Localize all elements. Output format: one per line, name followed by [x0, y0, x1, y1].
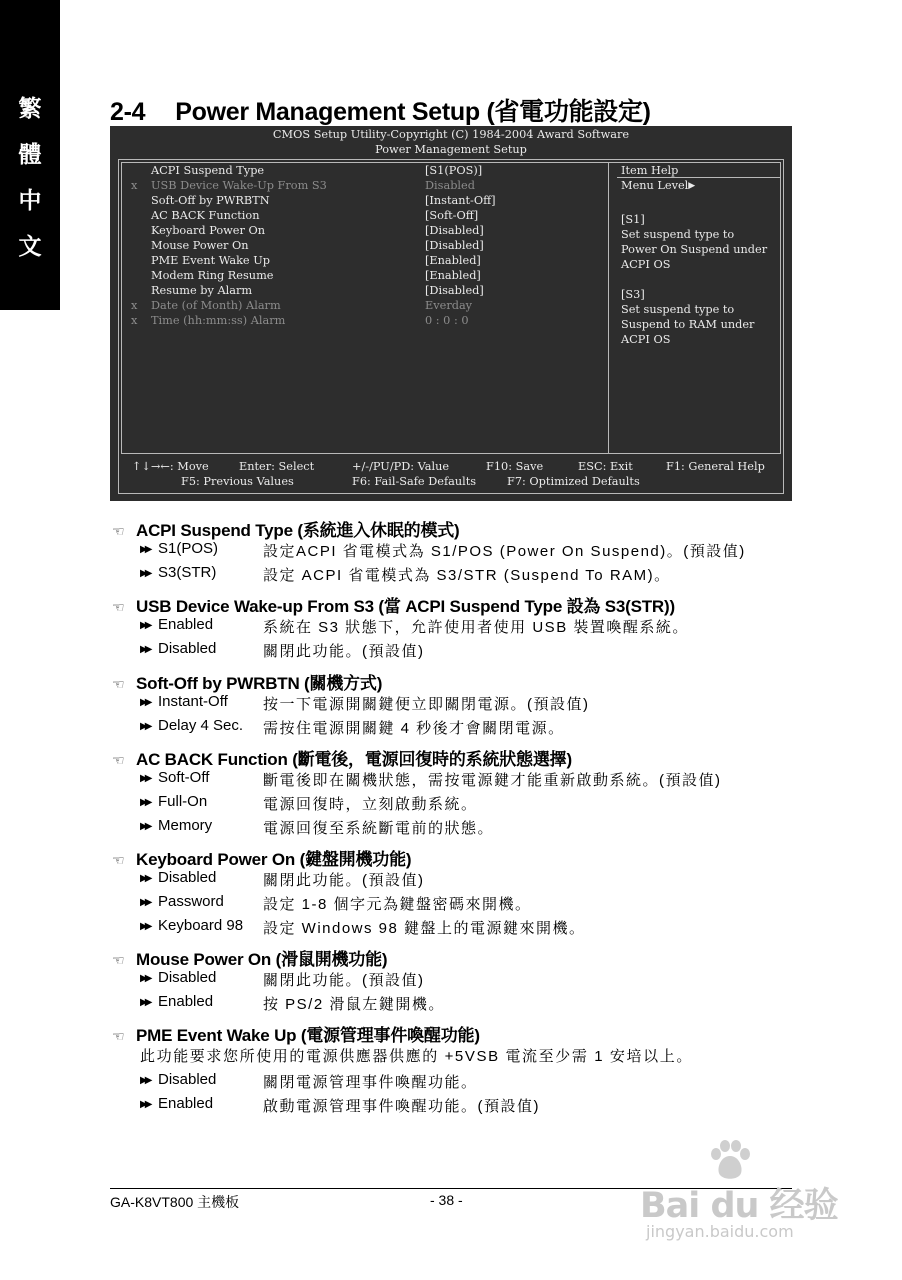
- help-title: Item Help: [621, 164, 679, 177]
- bios-header-title: Power Management Setup: [375, 143, 527, 156]
- double-arrow-icon: ▶▶: [140, 720, 150, 732]
- double-arrow-icon: ▶▶: [140, 820, 150, 832]
- bios-setting-label: Modem Ring Resume: [151, 269, 274, 282]
- bios-setting-label: Keyboard Power On: [151, 224, 266, 237]
- option-name: Disabled: [158, 969, 217, 986]
- option-name: S1(POS): [158, 540, 219, 557]
- page-number: - 38 -: [430, 1192, 463, 1208]
- bios-key-help: F1: General Help: [666, 460, 765, 473]
- bios-setting-label: Mouse Power On: [151, 239, 249, 252]
- bios-setting-value: [S1(POS)]: [425, 164, 483, 177]
- help-line: ACPI OS: [621, 258, 671, 271]
- bios-setting-value: 0 : 0 : 0: [425, 314, 469, 327]
- language-side-tab: [0, 0, 60, 310]
- bios-setting-label: Date (of Month) Alarm: [151, 299, 281, 312]
- option-row: [140, 639, 425, 660]
- item-heading-text: Keyboard Power On (鍵盤開機功能): [136, 850, 412, 869]
- help-line: Power On Suspend under: [621, 243, 768, 256]
- bios-key-exit: ESC: Exit: [578, 460, 633, 473]
- bios-setting-label: ACPI Suspend Type: [151, 164, 265, 177]
- bios-setting-value: [Instant-Off]: [425, 194, 496, 207]
- item-heading-text: PME Event Wake Up (電源管理事件喚醒功能): [136, 1026, 480, 1045]
- bios-setting-label: USB Device Wake-Up From S3: [151, 179, 327, 192]
- option-row: [140, 969, 425, 989]
- option-name: Enabled: [158, 616, 214, 633]
- double-arrow-icon: ▶▶: [140, 873, 150, 884]
- item-note: 此功能要求您所使用的電源供應器供應的 +5VSB 電流至少需 1 安培以上。: [140, 1048, 693, 1065]
- page-title: [110, 92, 651, 128]
- item-heading-text: Mouse Power On (滑鼠開機功能): [136, 950, 388, 969]
- double-arrow-icon: ▶▶: [140, 996, 150, 1008]
- option-description: 電源回復時，立刻啟動系統。: [263, 795, 478, 813]
- double-arrow-icon: ▶▶: [140, 896, 150, 908]
- help-line: [S1]: [621, 213, 645, 226]
- option-row: [140, 1094, 540, 1115]
- option-name: Full-On: [158, 792, 208, 810]
- option-row: [140, 1071, 478, 1091]
- item-heading: [112, 669, 382, 694]
- double-arrow-icon: ▶▶: [140, 620, 150, 631]
- bios-key-save: F10: Save: [486, 460, 544, 473]
- bios-setting-value: [Disabled]: [425, 239, 484, 252]
- bios-key-select: Enter: Select: [239, 460, 315, 473]
- double-arrow-icon: ▶▶: [140, 643, 150, 655]
- item-heading-text: AC BACK Function (斷電後，電源回復時的系統狀態選擇): [136, 750, 572, 769]
- unavailable-marker: x: [131, 314, 138, 327]
- option-name: Disabled: [158, 1071, 217, 1088]
- option-row: [140, 540, 746, 560]
- watermark-brand: Bai du 经验: [640, 1186, 838, 1226]
- double-arrow-icon: ▶▶: [140, 796, 150, 808]
- item-heading: [112, 592, 675, 617]
- option-name: Instant-Off: [158, 693, 228, 710]
- paw-logo-icon: [708, 1140, 752, 1180]
- option-description: 電源回復至系統斷電前的狀態。: [263, 819, 495, 837]
- section-title-text: Power Management Setup (省電功能設定): [175, 98, 651, 126]
- bios-setting-label: PME Event Wake Up: [151, 254, 270, 267]
- bios-screen: [110, 126, 792, 501]
- help-line: ACPI OS: [621, 333, 671, 346]
- option-description: 設定 Windows 98 鍵盤上的電源鍵來開機。: [263, 919, 586, 937]
- option-description: 按一下電源開關鍵便立即關閉電源。(預設值): [263, 696, 590, 713]
- bios-setting-label: AC BACK Function: [151, 209, 260, 222]
- option-row: [140, 616, 689, 636]
- item-heading-text: ACPI Suspend Type (系統進入休眠的模式): [136, 521, 460, 540]
- item-heading: [112, 1021, 480, 1046]
- bios-divider: [608, 162, 609, 454]
- option-name: Enabled: [158, 992, 214, 1010]
- side-tab-char: 文: [18, 233, 42, 260]
- double-arrow-icon: ▶▶: [140, 920, 150, 932]
- unavailable-marker: x: [131, 299, 138, 312]
- option-row: [140, 992, 445, 1013]
- double-arrow-icon: ▶▶: [140, 1098, 150, 1110]
- option-description: 設定 1-8 個字元為鍵盤密碼來開機。: [263, 895, 532, 913]
- arrow-right-icon: ▶: [688, 181, 696, 191]
- bios-setting-label: Time (hh:mm:ss) Alarm: [151, 314, 286, 327]
- option-row: [140, 693, 590, 713]
- option-name: Disabled: [158, 869, 217, 886]
- side-tab-char: 繁: [18, 95, 42, 122]
- item-heading: [112, 945, 387, 970]
- double-arrow-icon: ▶▶: [140, 973, 150, 984]
- option-row: [140, 769, 722, 789]
- bios-setting-value: [Disabled]: [425, 224, 484, 237]
- unavailable-marker: x: [131, 179, 138, 192]
- help-line: [S3]: [621, 288, 645, 301]
- option-name: Soft-Off: [158, 769, 210, 786]
- option-name: Enabled: [158, 1094, 214, 1112]
- bios-key-failsafe: F6: Fail-Safe Defaults: [352, 475, 477, 488]
- option-name: S3(STR): [158, 563, 217, 581]
- option-description: 系統在 S3 狀態下，允許使用者使用 USB 裝置喚醒系統。: [263, 619, 689, 636]
- side-tab-char: 中: [18, 187, 42, 214]
- bios-setting-value: [Enabled]: [425, 254, 481, 267]
- pointing-hand-icon: ☜: [112, 752, 125, 768]
- double-arrow-icon: ▶▶: [140, 567, 150, 579]
- bios-setting-value: [Disabled]: [425, 284, 484, 297]
- option-name: Memory: [158, 816, 213, 834]
- bios-key-optimized: F7: Optimized Defaults: [507, 475, 640, 488]
- option-description: 斷電後即在關機狀態，需按電源鍵才能重新啟動系統。(預設值): [263, 772, 722, 789]
- pointing-hand-icon: ☜: [112, 852, 125, 868]
- option-name: Disabled: [158, 639, 217, 657]
- option-row: [140, 716, 565, 737]
- help-menu-level: Menu Level▶: [621, 179, 696, 192]
- bios-setting-value: [Soft-Off]: [425, 209, 479, 222]
- double-arrow-icon: ▶▶: [140, 697, 150, 708]
- option-description: 關閉此功能。(預設值): [263, 642, 425, 660]
- option-row: [140, 892, 532, 913]
- footer-model: GA-K8VT800 主機板: [110, 1194, 240, 1210]
- bios-setting-label: Resume by Alarm: [151, 284, 253, 297]
- help-line: Set suspend type to: [621, 228, 735, 241]
- option-description: 設定 ACPI 省電模式為 S3/STR (Suspend To RAM)。: [263, 566, 671, 584]
- option-row: [140, 792, 478, 813]
- item-heading-text: Soft-Off by PWRBTN (關機方式): [136, 674, 383, 693]
- bios-setting-value: Disabled: [425, 179, 475, 192]
- option-description: 需按住電源開關鍵 4 秒後才會關閉電源。: [263, 719, 565, 737]
- option-description: 關閉電源管理事件喚醒功能。: [263, 1074, 478, 1091]
- pointing-hand-icon: ☜: [112, 599, 125, 615]
- option-row: [140, 869, 425, 889]
- help-line: Set suspend type to: [621, 303, 735, 316]
- option-name: Keyboard 98: [158, 916, 244, 934]
- item-heading: [112, 845, 411, 870]
- help-line: Suspend to RAM under: [621, 318, 755, 331]
- option-description: 設定ACPI 省電模式為 S1/POS (Power On Suspend)。(預設值): [263, 543, 746, 560]
- pointing-hand-icon: ☜: [112, 676, 125, 692]
- option-description: 關閉此功能。(預設值): [263, 872, 425, 889]
- bios-key-value: +/-/PU/PD: Value: [352, 460, 450, 473]
- item-heading: [112, 516, 460, 541]
- baidu-watermark: [640, 1140, 840, 1250]
- watermark-url: jingyan.baidu.com: [646, 1222, 794, 1241]
- bios-key-previous: F5: Previous Values: [181, 475, 294, 488]
- option-description: 按 PS/2 滑鼠左鍵開機。: [263, 995, 445, 1013]
- option-name: Delay 4 Sec.: [158, 716, 244, 734]
- bios-setting-value: Everday: [425, 299, 473, 312]
- option-description: 啟動電源管理事件喚醒功能。(預設值): [263, 1097, 540, 1115]
- option-name: Password: [158, 892, 224, 910]
- item-heading: [112, 745, 572, 770]
- option-row: [140, 563, 671, 584]
- bios-key-move: ↑↓→←: Move: [132, 460, 209, 473]
- option-row: [140, 916, 586, 937]
- bios-header-copyright: CMOS Setup Utility-Copyright (C) 1984-2004 Award Software: [272, 128, 630, 141]
- double-arrow-icon: ▶▶: [140, 773, 150, 784]
- option-row: [140, 816, 495, 837]
- pointing-hand-icon: ☜: [112, 952, 125, 968]
- double-arrow-icon: ▶▶: [140, 544, 150, 555]
- double-arrow-icon: ▶▶: [140, 1075, 150, 1086]
- option-description: 關閉此功能。(預設值): [263, 972, 425, 989]
- bios-setting-value: [Enabled]: [425, 269, 481, 282]
- pointing-hand-icon: ☜: [112, 1028, 125, 1044]
- section-number: 2-4: [110, 98, 146, 126]
- item-heading-text: USB Device Wake-up From S3 (當 ACPI Suspend Type 設為 S3(STR)): [136, 597, 675, 616]
- pointing-hand-icon: ☜: [112, 523, 125, 539]
- side-tab-char: 體: [18, 141, 42, 168]
- bios-setting-label: Soft-Off by PWRBTN: [151, 194, 270, 207]
